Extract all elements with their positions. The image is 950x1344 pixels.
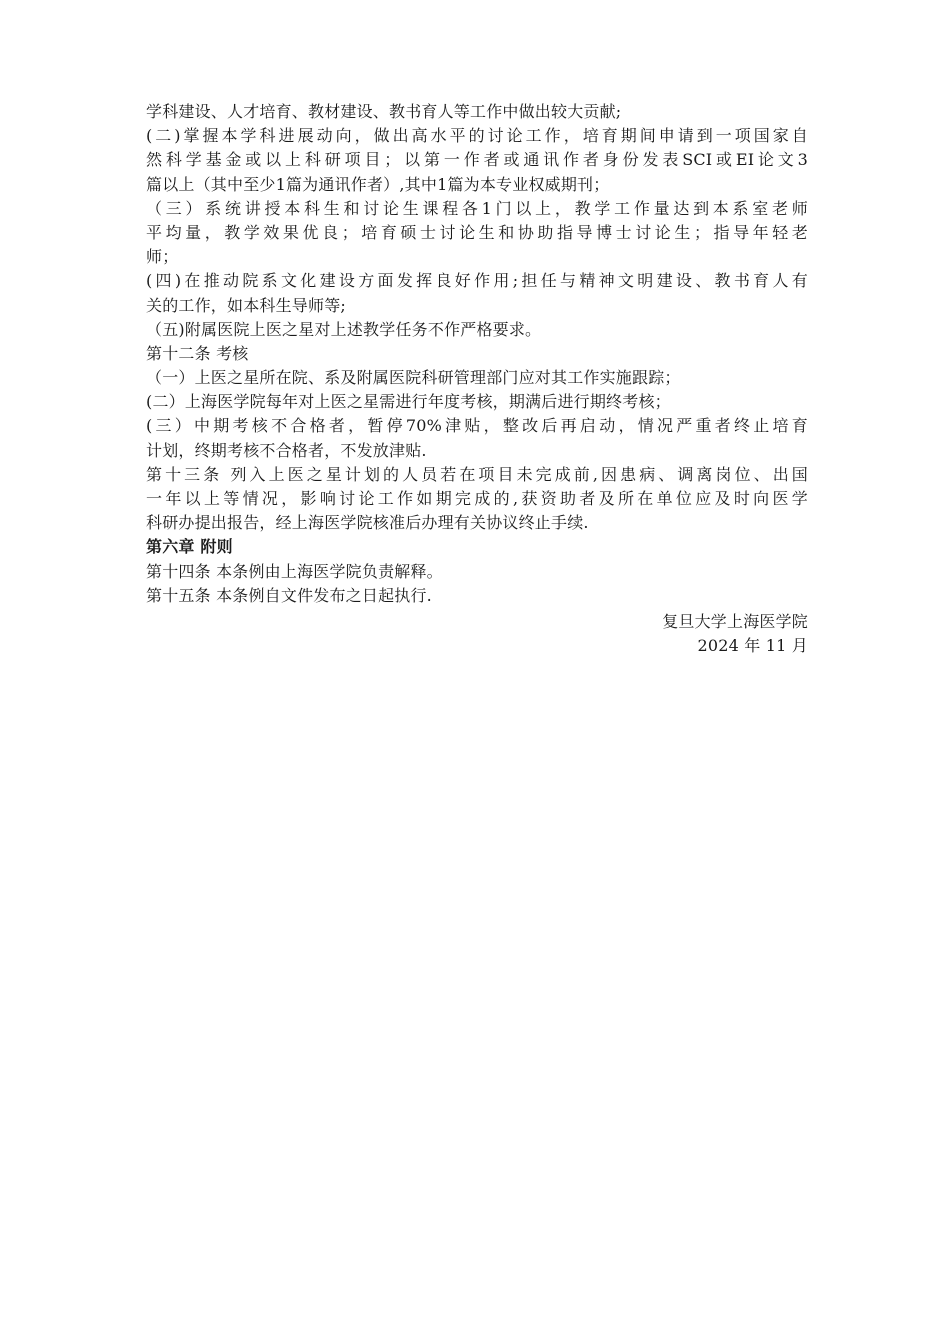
text-line: （三）系统讲授本科生和讨论生课程各1门以上，教学工作量达到本系室老师 (146, 198, 808, 218)
text-line: (三）中期考核不合格者，暂停70%津贴，整改后再启动，情况严重者终止培育 (146, 416, 808, 436)
article-14: 第十四条 本条例由上海医学院负责解释。 (146, 561, 443, 581)
text-line: 第十二条 考核 (146, 343, 249, 363)
text-line: 学科建设、人才培育、教材建设、教书育人等工作中做出较大贡献; (146, 102, 622, 121)
text-line: 科研办提出报告，经上海医学院核准后办理有关协议终止手续. (146, 513, 589, 533)
text-line: 然科学基金或以上科研项目；以第一作者或通讯作者身份发表SCI或EI论文3 (146, 150, 808, 170)
text-line: (四)在推动院系文化建设方面发挥良好作用;担任与精神文明建设、教书育人有 (146, 271, 808, 291)
text-line: （五)附属医院上医之星对上述教学任务不作严格要求。 (146, 319, 542, 339)
text-line: 关的工作，如本科生导师等; (146, 295, 346, 315)
text-line: 一年以上等情况，影响讨论工作如期完成的,获资助者及所在单位应及时向医学 (146, 489, 808, 508)
text-line: (二)掌握本学科进展动向，做出高水平的讨论工作，培育期间申请到一项国家自 (146, 126, 808, 146)
chapter-heading: 第六章 附则 (146, 537, 233, 557)
text-line: 第十三条 列入上医之星计划的人员若在项目未完成前,因患病、调离岗位、出国 (146, 464, 808, 484)
text-line: 平均量，教学效果优良；培育硕士讨论生和协助指导博士讨论生；指导年轻老 (146, 222, 808, 242)
text-line: 师； (146, 247, 179, 267)
article-15: 第十五条 本条例自文件发布之日起执行. (146, 585, 432, 605)
document-body (146, 100, 808, 658)
signature-date: 2024 年 11 月 (697, 636, 808, 656)
body-paragraphs (146, 100, 808, 535)
text-line: 计划，终期考核不合格者，不发放津贴. (146, 440, 427, 460)
text-line: (二）上海医学院每年对上医之星需进行年度考核，期满后进行期终考核； (146, 392, 671, 412)
text-line: 篇以上（其中至少1篇为通讯作者）,其中1篇为本专业权威期刊； (146, 174, 610, 194)
signature-organization: 复旦大学上海医学院 (662, 611, 808, 631)
text-line: （一）上医之星所在院、系及附属医院科研管理部门应对其工作实施跟踪； (146, 368, 681, 388)
